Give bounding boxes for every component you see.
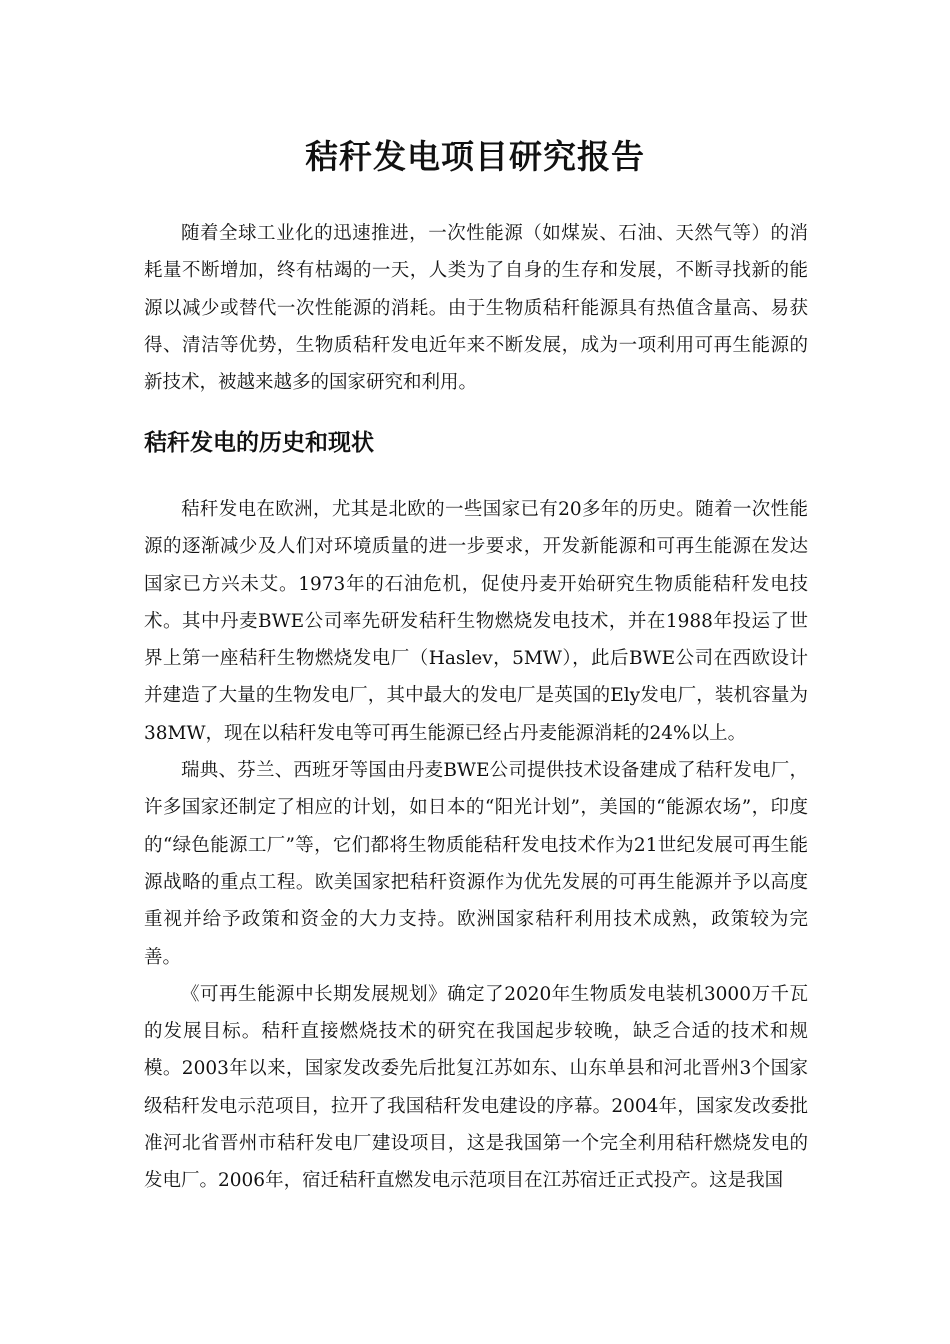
intro-paragraph: 随着全球工业化的迅速推进，一次性能源（如煤炭、石油、天然气等）的消耗量不断增加，终有枯竭的一天，人类为了自身的生存和发展，不断寻找新的能源以减少或替代一次性能源的消耗。由于生物质秸秆能源具有热值含量高、易获得、清洁等优势，生物质秸秆发电近年来不断发展，成为一项利用可再生能源的新技术，被越来越多的国家研究和利用。	[144, 223, 808, 394]
history-paragraph-2: 瑞典、芬兰、西班牙等国由丹麦BWE公司提供技术设备建成了秸秆发电厂，许多国家还制定了相应的计划，如日本的“阳光计划”，美国的“能源农场”，印度的“绿色能源工厂”等，它们都将生物质能秸秆发电技术作为21世纪发展可再生能源战略的重点工程。欧美国家把秸秆资源作为优先发展的可再生能源并予以高度重视并给予政策和资金的大力支持。欧洲国家秸秆利用技术成熟，政策较为完善。	[144, 760, 808, 968]
history-section	[144, 491, 808, 1200]
history-paragraph-1: 秸秆发电在欧洲，尤其是北欧的一些国家已有20多年的历史。随着一次性能源的逐渐减少及人们对环境质量的进一步要求，开发新能源和可再生能源在发达国家已方兴未艾。1973年的石油危机，促使丹麦开始研究生物质能秸秆发电技术。其中丹麦BWE公司率先研发秸秆生物燃烧发电技术，并在1988年投运了世界上第一座秸秆生物燃烧发电厂（Haslev，5MW），此后BWE公司在西欧设计并建造了大量的生物发电厂，其中最大的发电厂是英国的Ely发电厂，装机容量为38MW，现在以秸秆发电等可再生能源已经占丹麦能源消耗的24%以上。	[144, 499, 808, 744]
section-heading: 秸秆发电的历史和现状	[144, 430, 374, 456]
document-title: 秸秆发电项目研究报告	[305, 137, 645, 176]
history-paragraph-3: 《可再生能源中长期发展规划》确定了2020年生物质发电装机3000万千瓦的发展目标。秸秆直接燃烧技术的研究在我国起步较晚，缺乏合适的技术和规模。2003年以来，国家发改委先后批复江苏如东、山东单县和河北晋州3个国家级秸秆发电示范项目，拉开了我国秸秆发电建设的序幕。2004年，国家发改委批准河北省晋州市秸秆发电厂建设项目，这是我国第一个完全利用秸秆燃烧发电的发电厂。2006年，宿迁秸秆直燃发电示范项目在江苏宿迁正式投产。这是我国	[144, 983, 808, 1192]
intro-section	[144, 215, 808, 401]
